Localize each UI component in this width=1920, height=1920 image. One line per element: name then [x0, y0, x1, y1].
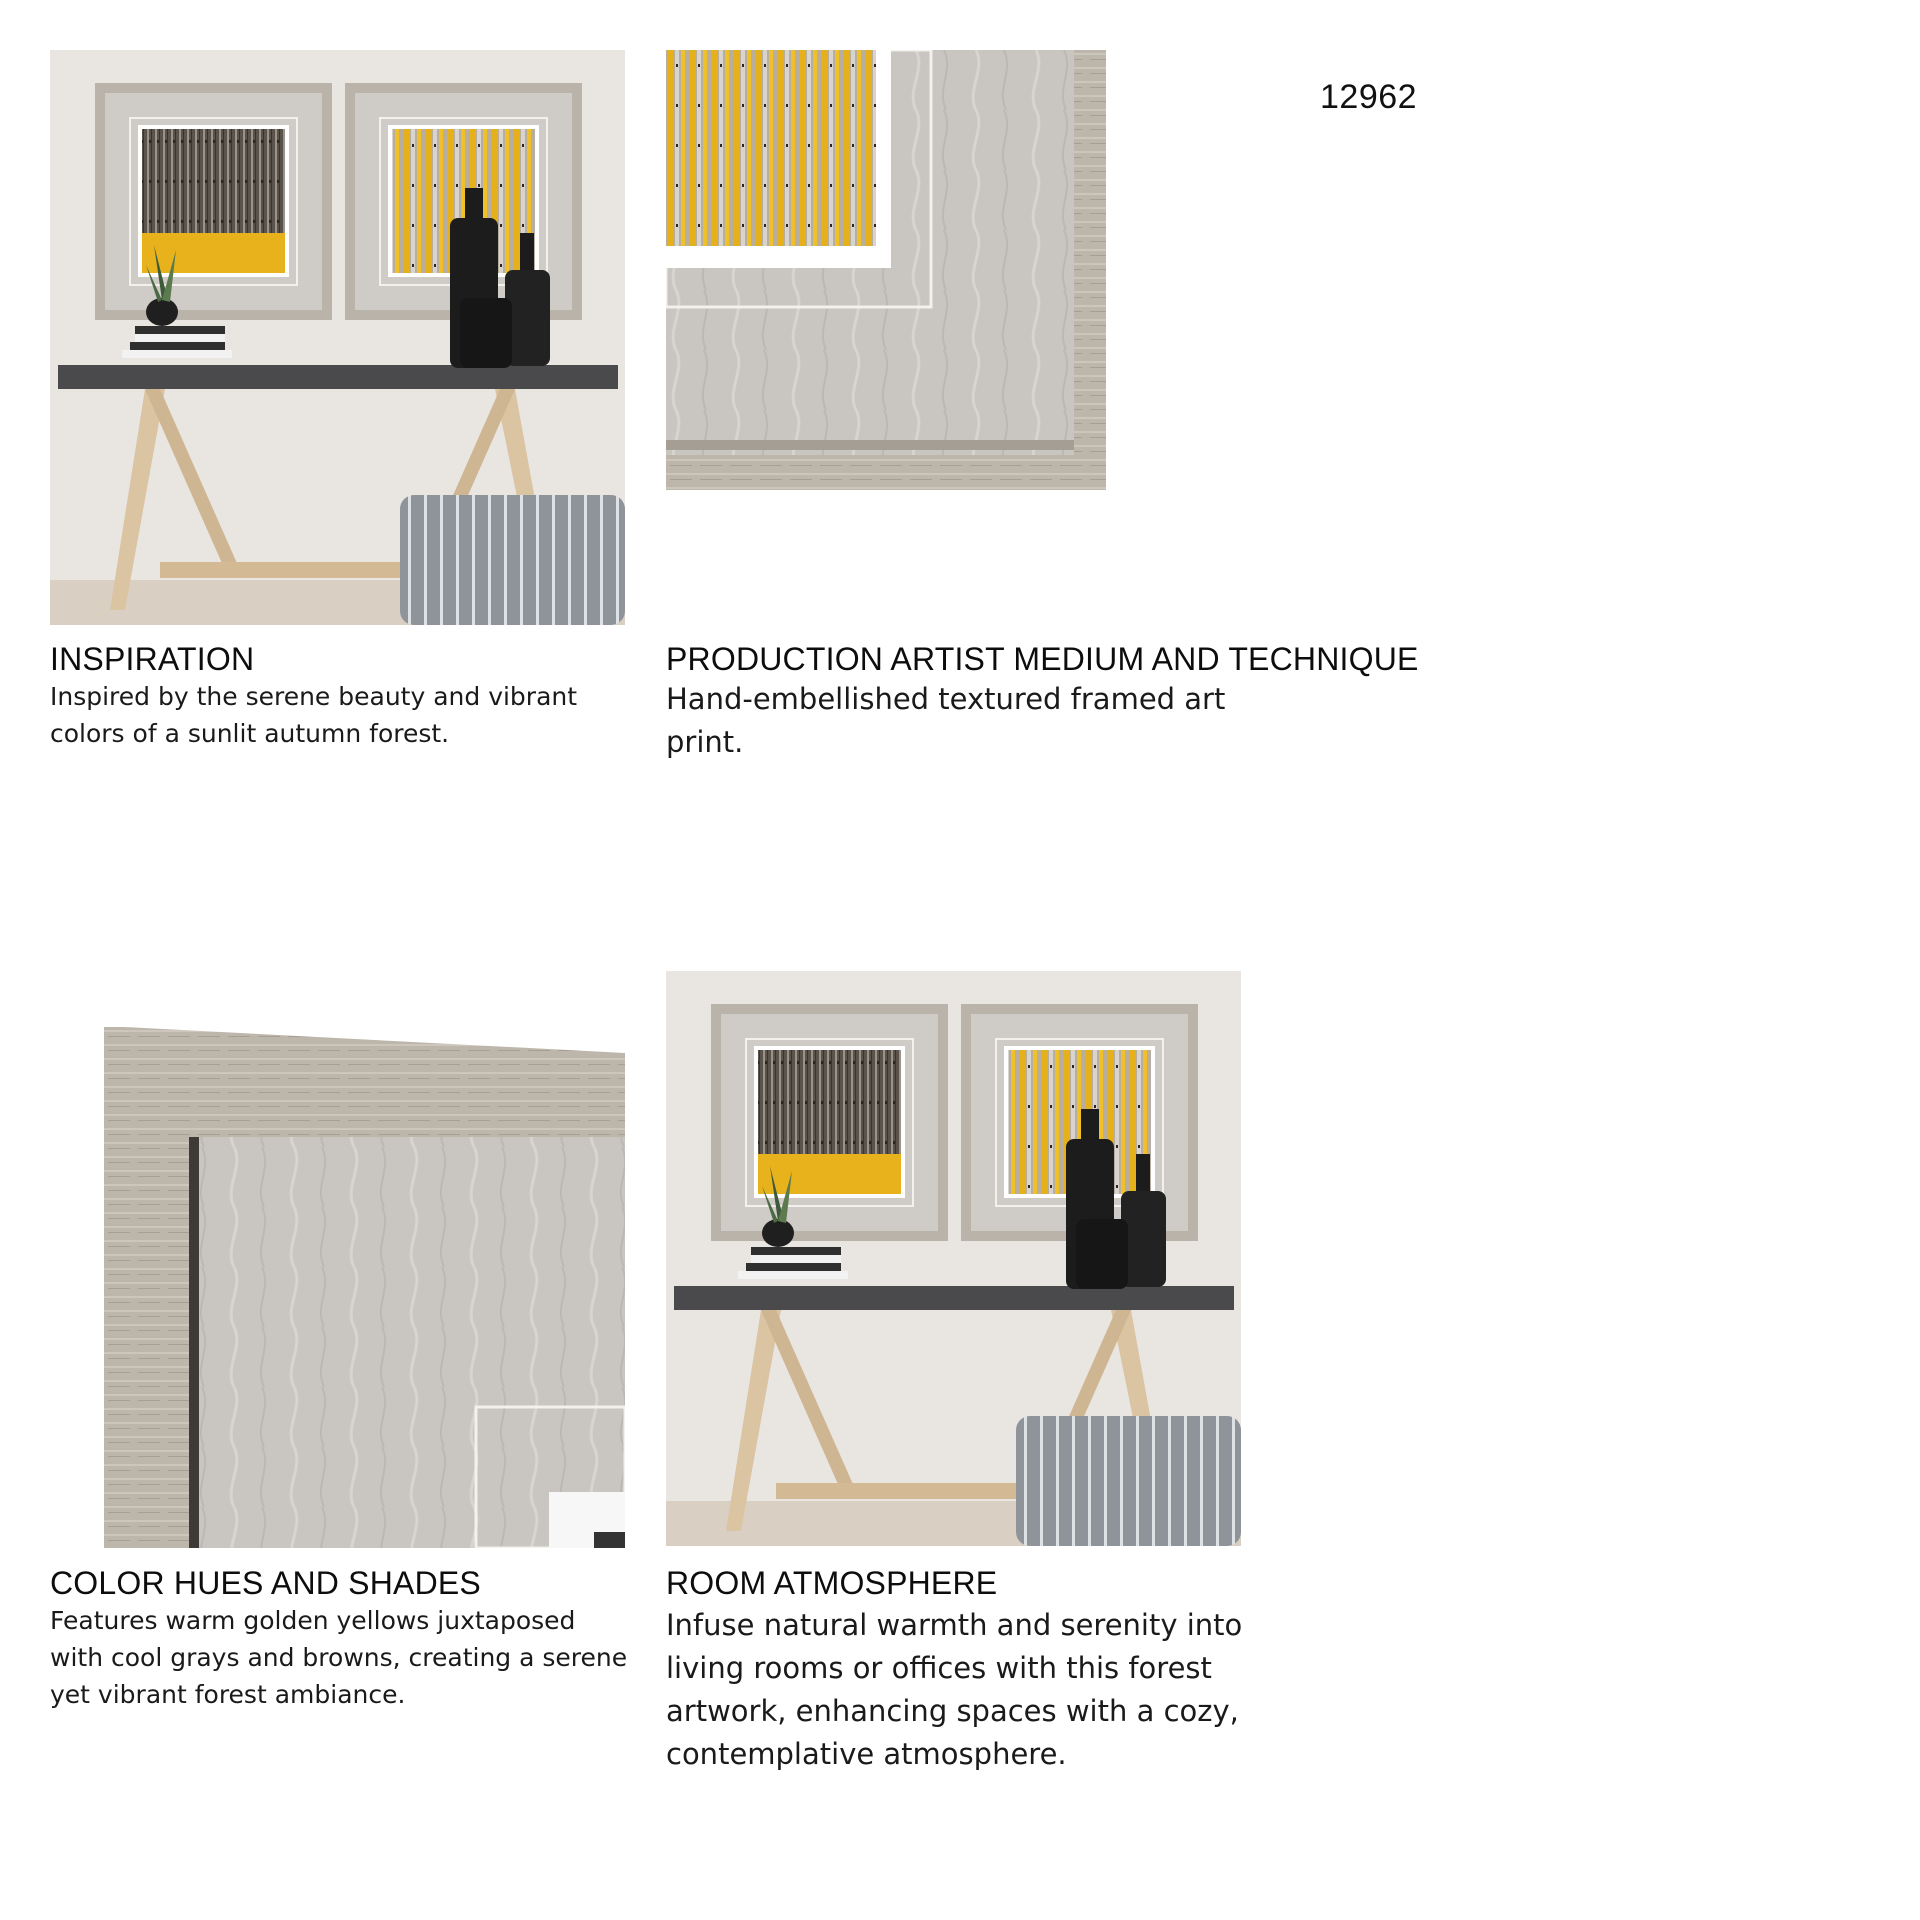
- inspiration-description: [50, 678, 630, 752]
- frame-corner-detail-photo: [666, 50, 1106, 490]
- color-hues-line: with cool grays and browns, creating a serene: [50, 1643, 628, 1672]
- production-line: Hand-embellished textured framed art: [666, 682, 1226, 716]
- inspiration-line: colors of a sunlit autumn forest.: [50, 719, 450, 748]
- color-hues-line: yet vibrant forest ambiance.: [50, 1680, 406, 1709]
- frame-closeup-photo: [104, 1027, 625, 1548]
- sku-number: 12962: [1320, 78, 1418, 116]
- room-atmosphere-line: contemplative atmosphere.: [666, 1737, 1067, 1771]
- inspiration-line: Inspired by the serene beauty and vibrant: [50, 682, 578, 711]
- inspiration-heading: INSPIRATION: [50, 641, 255, 677]
- room-atmosphere-line: artwork, enhancing spaces with a cozy,: [666, 1694, 1239, 1728]
- room-scene-photo: [50, 50, 625, 625]
- color-hues-description: [50, 1602, 650, 1713]
- color-hues-line: Features warm golden yellows juxtaposed: [50, 1606, 576, 1635]
- room-atmosphere-line: living rooms or offices with this forest: [666, 1651, 1212, 1685]
- room-atmosphere-line: Infuse natural warmth and serenity into: [666, 1608, 1243, 1642]
- room-atmosphere-photo: [666, 971, 1241, 1546]
- production-description: [666, 678, 1306, 764]
- color-hues-heading: COLOR HUES AND SHADES: [50, 1565, 481, 1601]
- room-atmosphere-heading: ROOM ATMOSPHERE: [666, 1565, 998, 1601]
- production-line: print.: [666, 725, 744, 759]
- production-heading: PRODUCTION ARTIST MEDIUM AND TECHNIQUE: [666, 641, 1419, 677]
- room-atmosphere-description: [666, 1604, 1306, 1776]
